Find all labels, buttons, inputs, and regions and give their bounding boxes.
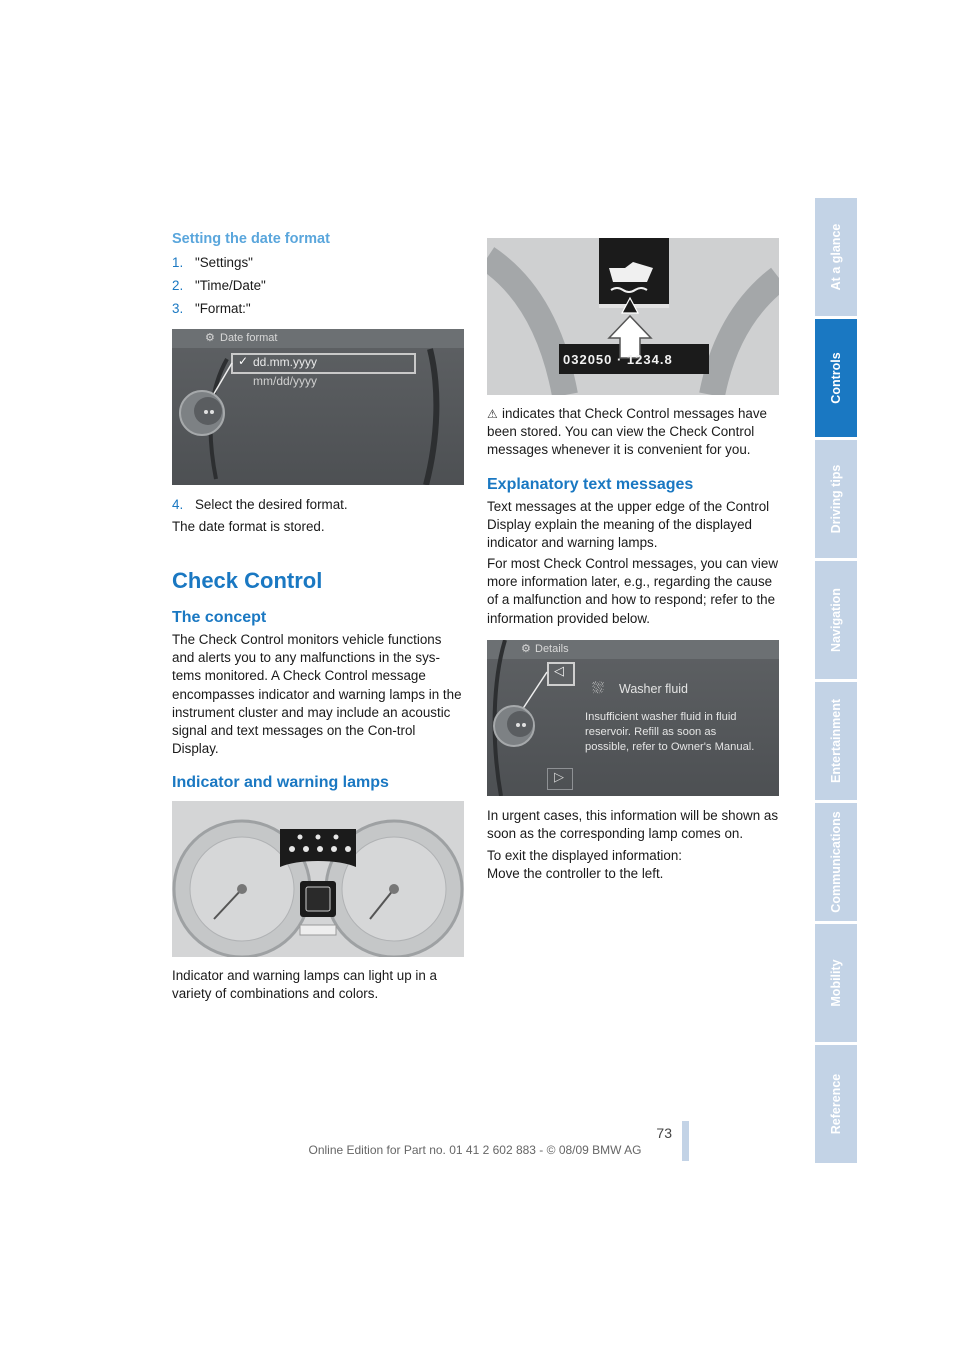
footer-edition: Online Edition for Part no. 01 41 2 602 883 - © 08/09 BMW AG [308, 1143, 642, 1157]
check-icon: ✓ [238, 354, 249, 368]
date-option-1: dd.mm.yyyy [253, 355, 318, 369]
tab-communications[interactable]: Communications [815, 803, 857, 921]
tab-controls[interactable]: Controls [815, 319, 857, 437]
odometer-readout: 032050 · 1234.8 [563, 352, 673, 367]
oil-warning-graphic [487, 238, 779, 395]
section-tabs [815, 198, 857, 1166]
instrument-cluster-graphic [172, 801, 464, 957]
details-controller-graphic [487, 640, 779, 796]
concept-text: The Check Control monitors vehicle functions and alerts you to any malfunctions in the sys-tems monitored. A Check Control message encompasses indicator and warning lamps in the instrument cluster and may include an acoustic signal and text messages on the Con-trol Display. [172, 632, 462, 757]
indicates-paragraph: ⚠ indicates that Check Control messages have been stored. You can view the Check Control messages whenever it is convenient for you. [487, 406, 767, 458]
tab-reference[interactable]: Reference [815, 1045, 857, 1163]
exit-text-2: Move the controller to the left. [487, 866, 664, 881]
warning-triangle-icon: ⚠ [487, 407, 498, 421]
page-number: 73 [656, 1125, 672, 1141]
indicator-heading: Indicator and warning lamps [172, 774, 389, 791]
check-control-title: Check Control [172, 568, 323, 593]
details-screen-title: Details [535, 643, 569, 655]
tab-driving-tips[interactable]: Driving tips [815, 440, 857, 558]
explanatory-text-1: Text messages at the upper edge of the Control Display explain the meaning of the displayed indicator and warning lamps. [487, 499, 770, 551]
tab-at-a-glance[interactable]: At a glance [815, 198, 857, 316]
date-format-screen-title: Date format [220, 332, 278, 344]
step-3: 3. "Format:" [172, 301, 251, 316]
tab-entertainment[interactable]: Entertainment [815, 682, 857, 800]
concept-heading: The concept [172, 609, 267, 626]
indicator-text: Indicator and warning lamps can light up in a variety of combinations and colors. [172, 968, 437, 1002]
controller-graphic [172, 329, 464, 485]
details-settings-icon: ⚙ [521, 643, 531, 655]
details-screen [487, 640, 779, 796]
exit-text-1: To exit the displayed information: [487, 848, 683, 863]
date-format-screen [172, 329, 464, 485]
step-1: 1. "Settings" [172, 255, 253, 270]
explanatory-heading: Explanatory text messages [487, 476, 694, 493]
date-option-2: mm/dd/yyyy [253, 374, 318, 388]
screen-settings-icon: ⚙ [205, 332, 215, 344]
instrument-cluster-image [172, 801, 464, 957]
details-message: Insufficient washer fluid in fluid reservoir. Refill as soon as possible, refer to Owner's Manual. [585, 711, 755, 753]
date-stored-text: The date format is stored. [172, 519, 325, 534]
step-2: 2. "Time/Date" [172, 278, 266, 293]
washer-fluid-label: Washer fluid [619, 682, 689, 696]
urgent-text: In urgent cases, this information will be shown as soon as the corresponding lamp comes on. [487, 808, 779, 842]
back-arrow-icon: ◁ [554, 663, 564, 678]
tab-navigation[interactable]: Navigation [815, 561, 857, 679]
explanatory-text-2: For most Check Control messages, you can view more information later, e.g., regarding the cause of a malfunction and how to respond; refer to the information provided below. [487, 556, 778, 626]
washer-fluid-icon: ⛆ [592, 680, 605, 697]
date-format-heading: Setting the date format [172, 231, 330, 247]
oil-warning-image [487, 238, 779, 395]
tab-mobility[interactable]: Mobility [815, 924, 857, 1042]
forward-arrow-icon: ▷ [554, 769, 564, 784]
step-4: 4. Select the desired format. [172, 497, 348, 512]
